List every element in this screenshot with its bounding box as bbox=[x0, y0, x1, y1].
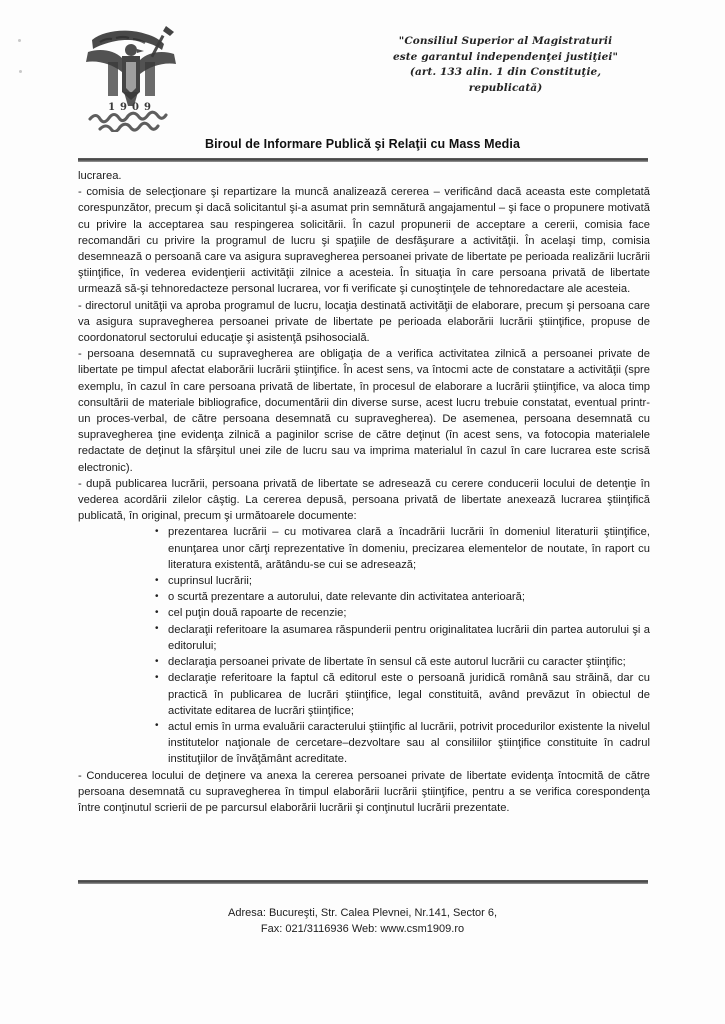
svg-text:1909: 1909 bbox=[108, 102, 156, 113]
list-item: • declaraţie referitoare la faptul că editorul este o persoană juridică română sau străină, dar cu practică în publicarea de lucrări ştiinţifice, legal constituită, având prevăzut în obiectul de activitate editarea de lucrări ştiinţifice; bbox=[155, 670, 650, 719]
list-item: • declaraţii referitoare la asumarea răspunderii pentru originalitatea lucrării din partea autorului şi a editorului; bbox=[155, 622, 650, 654]
motto-line-2: este garantul independenţei justiţiei" bbox=[392, 50, 619, 63]
list-item: • prezentarea lucrării – cu motivarea clară a încadrării lucrării în domeniul literaturii ştiinţifice, enunţarea unor cărţi reprezentative în domeniu, precizarea elementelor de noutate, în raport cu literatura existentă, arătându-se cui se adresează; bbox=[155, 524, 650, 573]
paragraph-commission-selection: - comisia de selecţionare şi repartizare la muncă analizează cererea – verificând dacă aceasta este completată corespunzător, precum şi dacă solicitantul şi-a asumat prin semnătură angajamentul – şi face o propunere motivată cu privire la acceptarea sau respingerea solicitării. În cazul propunerii de acceptare a cererii, comisia face recomandări cu privire la programul de lucru şi spaţiile de desfăşurare a activităţii. În acelaşi timp, comisia desemnează o persoană care va asigura supravegherea persoanei private de libertate pe perioada realizării lucrării ştiinţifice, în vederea evidenţierii activităţii zilnice a acesteia. În situaţia în care persoana privată de libertate urmează să-şi tehnoredacteze personal lucrarea, vor fi verificate şi cunoştinţele de tehnoredactare ale acesteia. bbox=[78, 186, 650, 296]
motto-line-1: "Consiliul Superior al Magistraturii bbox=[398, 35, 613, 47]
motto-line-3: (art. 133 alin. 1 din Constituţie, bbox=[409, 66, 602, 78]
document-footer bbox=[0, 905, 725, 937]
paragraph-supervisor-duties: - persoana desemnată cu supravegherea are obligaţia de a verifica activitatea zilnică a persoanei private de libertate pe timpul afectat elaborării lucrării ştiinţifice. În acest sens, va întocmi acte de constatare a activităţii (spre exemplu, în cazul în care persoana privată de libertate, în procesul de elaborare a lucrării ştiinţifice, va aloca timp consultării de materiale bibliografice, documentării din diverse surse, acest lucru trebuie constatat, eventual printr-un proces-verbal, de către persoana desemnată cu supravegherea). De asemenea, persoana desemnată cu supravegherea ţine evidenţa zilnică a paginilor scrise de către deţinut (în acest sens, va fotocopia materialele redactate de deţinut la sfârşitul unei zile de lucru sau va imprima materialul în cazul în care lucrarea este scrisă electronic). bbox=[78, 348, 650, 474]
list-item: • cuprinsul lucrării; bbox=[155, 573, 650, 589]
office-title: Biroul de Informare Publică şi Relaţii cu Mass Media bbox=[204, 137, 520, 151]
document-body bbox=[78, 168, 650, 816]
csm-coat-of-arms-logo bbox=[70, 22, 195, 132]
list-item: • actul emis în urma evaluării caracterului ştiinţific al lucrării, potrivit procedurilor existente la nivelul institutelor naţionale de cercetare–dezvoltare sau al consiliilor ştiinţifice constituite în cadrul instituţiilor de învăţământ acreditate. bbox=[155, 719, 650, 768]
footer-address: Adresa: Bucureşti, Str. Calea Plevnei, Nr.141, Sector 6, bbox=[227, 907, 498, 919]
document-header bbox=[0, 22, 725, 137]
paragraph-after-publication: - după publicarea lucrării, persoana privată de libertate se adresează cu cerere conducerii locului de detenţie în vederea acordării zilelor câştig. La cererea depusă, persoana privată de libertate anexează lucrarea ştiinţifică publicată, în original, precum şi următoarele documente: bbox=[78, 477, 650, 523]
paragraph-director-approval: - directorul unităţii va aproba programul de lucru, locaţia destinată activităţii de elaborare, precum şi persoana care va asigura supravegherea persoanei private de libertate pe perioada elaborării lucrării ştiinţifice, propuse de coordonatorul sectorului educaţie şi asistenţă psihosocială. bbox=[78, 299, 650, 345]
list-item: • o scurtă prezentare a autorului, date relevante din activitatea anterioară; bbox=[155, 589, 650, 605]
list-item: • declaraţia persoanei private de libertate în sensul că este autorul lucrării cu caracter ştiinţific; bbox=[155, 654, 650, 670]
list-item: • cel puţin două rapoarte de recenzie; bbox=[155, 605, 650, 621]
footer-contact: Fax: 021/3116936 Web: www.csm1909.ro bbox=[260, 923, 465, 935]
footer-divider-rule bbox=[78, 880, 648, 884]
continued-word: lucrarea. bbox=[78, 170, 122, 182]
header-divider-rule bbox=[78, 158, 648, 162]
motto-line-4: republicată) bbox=[468, 81, 543, 94]
paragraph-closing-verification: - Conducerea locului de deţinere va anexa la cererea persoanei private de libertate evidenţa întocmită de către persoana desemnată cu supravegherea în timpul elaborării lucrării ştiinţifice, pentru a se verifica corespondenţa între conţinutul scrierii de pe parcursul elaborării lucrării şi conţinutul lucrării prezentate. bbox=[78, 769, 650, 814]
constitution-motto bbox=[368, 34, 643, 96]
required-documents-list bbox=[78, 524, 650, 767]
